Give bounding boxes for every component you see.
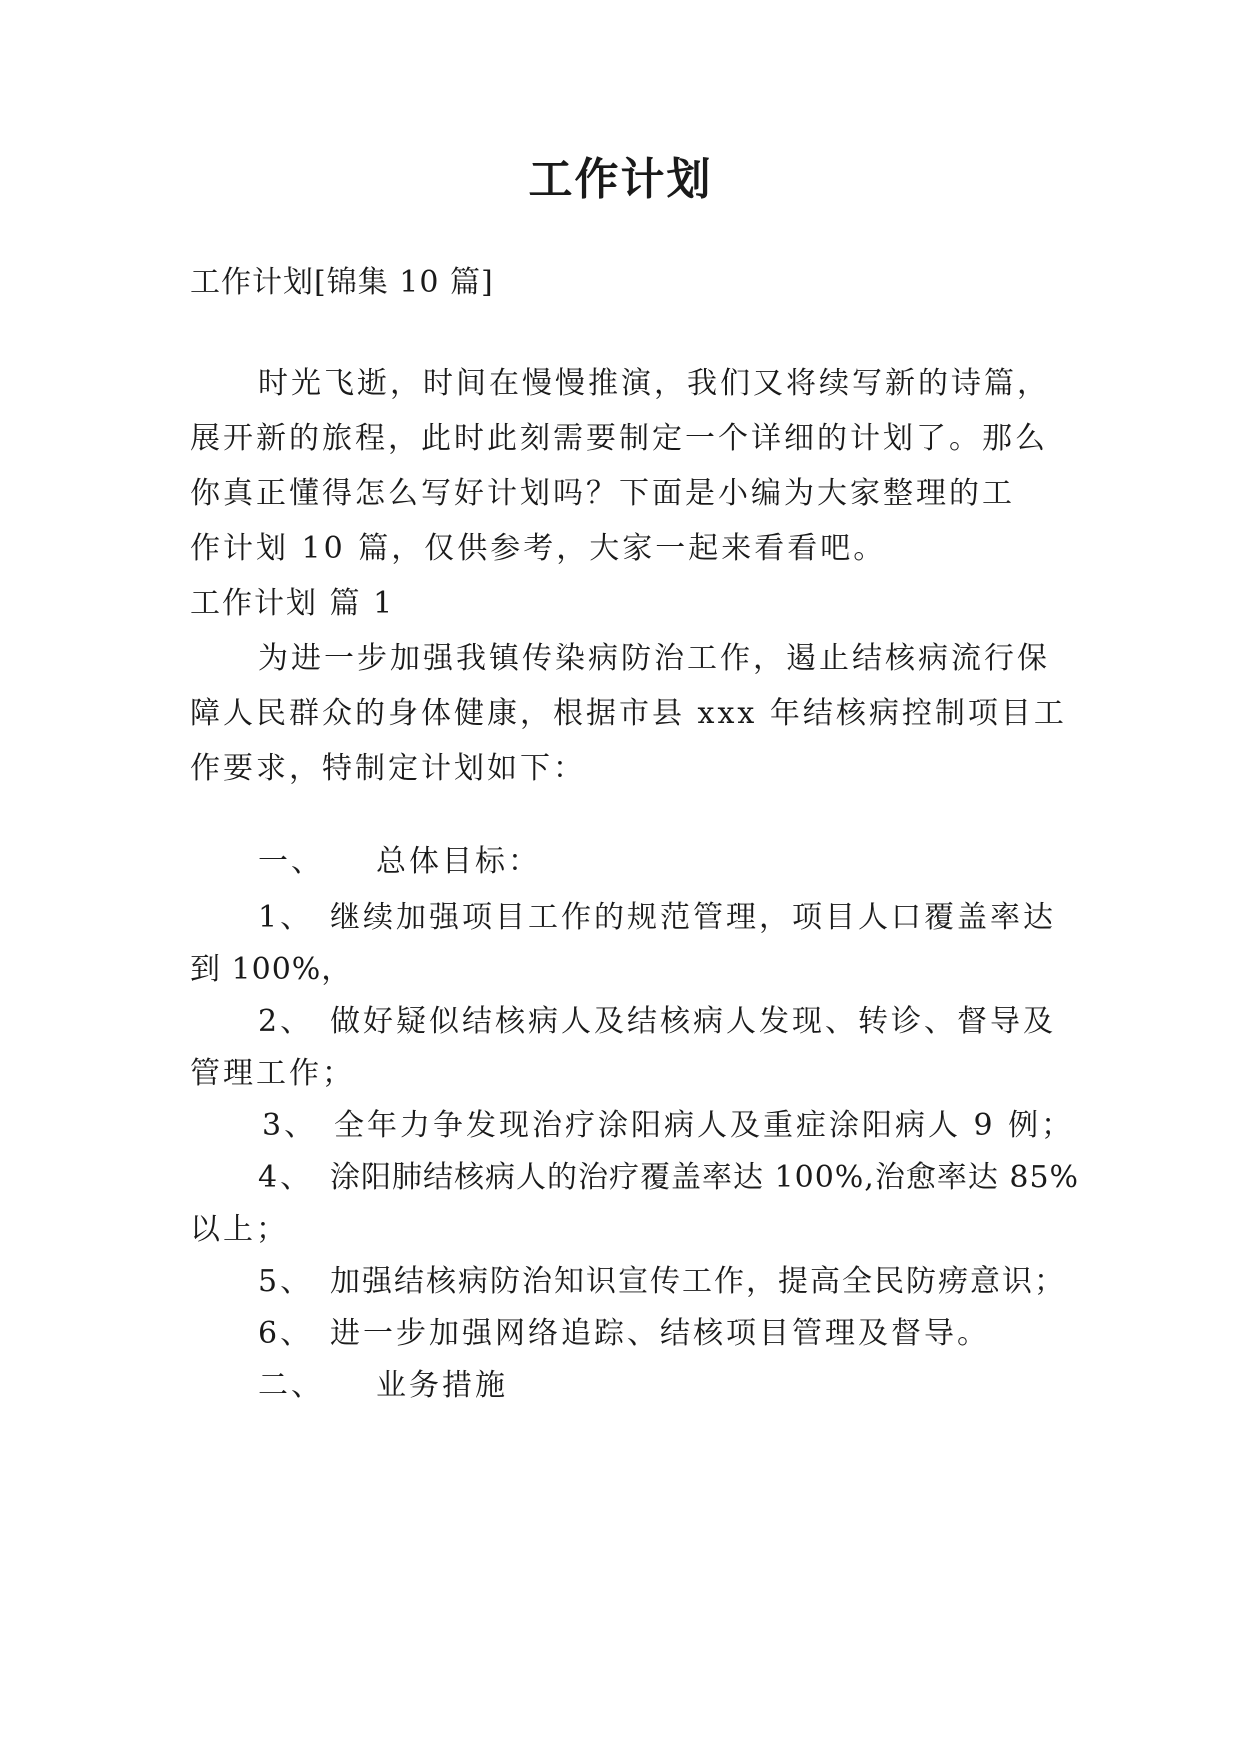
- list-item-1: [258, 898, 1056, 938]
- intro-line-2: 展开新的旅程，此时此刻需要制定一个详细的计划了。那么: [190, 421, 1048, 456]
- document-title: 工作计划: [528, 154, 713, 205]
- heading-two-text: 业务措施: [376, 1368, 508, 1403]
- intro-line-1: 时光飞逝，时间在慢慢推演，我们又将续写新的诗篇，: [258, 366, 1050, 401]
- list-item-number: 3、: [262, 1108, 318, 1143]
- list-item-5: [258, 1262, 1066, 1302]
- list-item-4: [258, 1158, 1079, 1198]
- list-item-4-continuation: 以上；: [190, 1212, 289, 1247]
- list-item-2: [258, 1002, 1056, 1042]
- para1-line-1: 为进一步加强我镇传染病防治工作，遏止结核病流行保: [258, 641, 1050, 676]
- list-item-3: [262, 1106, 1074, 1146]
- document-subtitle: 工作计划[锦集 10 篇]: [190, 265, 494, 300]
- list-item-number: 2、: [258, 1004, 314, 1039]
- heading-one-number: 一、: [258, 844, 324, 879]
- heading-one: [258, 842, 541, 882]
- list-item-text: 加强结核病防治知识宣传工作，提高全民防痨意识；: [330, 1264, 1066, 1299]
- heading-one-text: 总体目标：: [376, 844, 541, 879]
- intro-line-3: 你真正懂得怎么写好计划吗？下面是小编为大家整理的工: [190, 476, 1015, 511]
- list-item-number: 6、: [258, 1316, 314, 1351]
- heading-two: [258, 1366, 508, 1406]
- list-item-number: 1、: [258, 900, 314, 935]
- list-item-6: [258, 1314, 990, 1354]
- section-heading: 工作计划 篇 1: [190, 586, 395, 621]
- list-item-2-continuation: 管理工作；: [190, 1056, 355, 1091]
- list-item-number: 4、: [258, 1160, 314, 1195]
- list-item-text: 继续加强项目工作的规范管理，项目人口覆盖率达: [330, 900, 1056, 935]
- para1-line-3: 作要求，特制定计划如下：: [190, 751, 586, 786]
- para1-line-2: 障人民群众的身体健康，根据市县 xxx 年结核病控制项目工: [190, 696, 1067, 731]
- heading-two-number: 二、: [258, 1368, 324, 1403]
- list-item-text: 进一步加强网络追踪、结核项目管理及督导。: [330, 1316, 990, 1351]
- list-item-number: 5、: [258, 1264, 314, 1299]
- list-item-text: 涂阳肺结核病人的治疗覆盖率达 100%,治愈率达 85%: [330, 1160, 1080, 1195]
- intro-line-4: 作计划 10 篇，仅供参考，大家一起来看看吧。: [190, 531, 887, 566]
- list-item-1-continuation: 到 100%，: [190, 952, 353, 987]
- list-item-text: 全年力争发现治疗涂阳病人及重症涂阳病人 9 例；: [334, 1108, 1075, 1143]
- list-item-text: 做好疑似结核病人及结核病人发现、转诊、督导及: [330, 1004, 1056, 1039]
